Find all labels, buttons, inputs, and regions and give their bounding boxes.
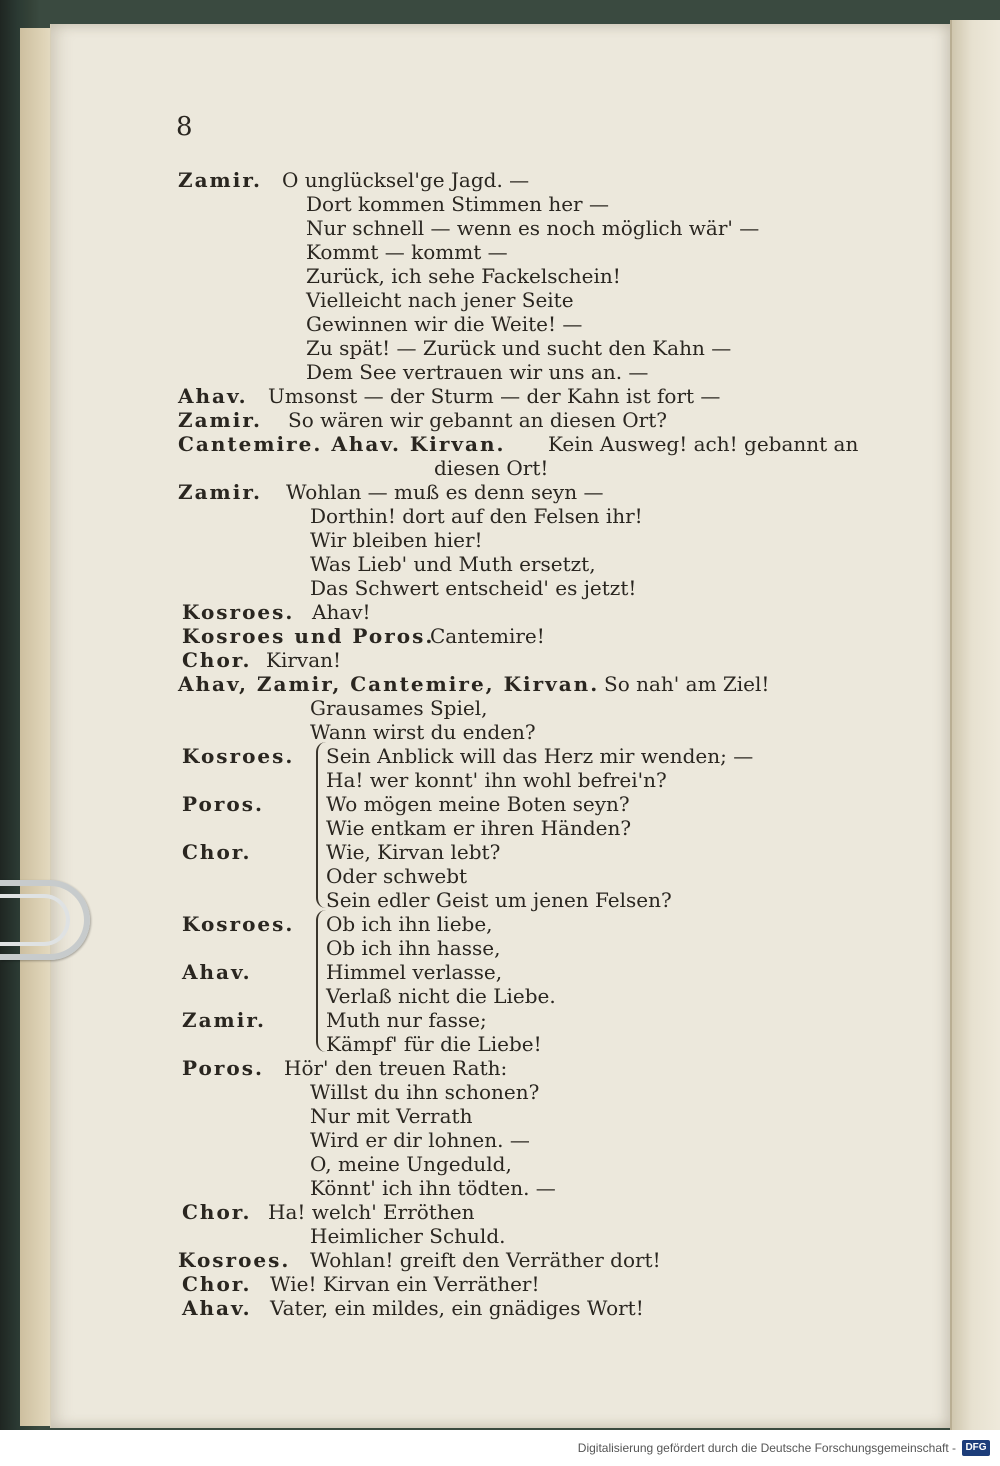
line-11-text: So wären wir gebannt an diesen Ort? <box>288 408 667 432</box>
line-46: Kosroes. <box>178 1248 291 1272</box>
line-6-text: Vielleicht nach jener Seite <box>306 288 574 312</box>
line-16-text: Wir bleiben hier! <box>310 528 483 552</box>
speaker: Zamir. <box>178 168 262 192</box>
line-23-text: Grausames Spiel, <box>310 696 488 720</box>
line-32-text: Ob ich ihn liebe, <box>326 912 493 936</box>
line-26-text: Ha! wer konnt' ihn wohl befrei'n? <box>326 768 667 792</box>
line-10-text: Umsonst — der Sturm — der Kahn ist fort — <box>268 384 721 408</box>
line-20-text: Cantemire! <box>430 624 545 648</box>
page-number: 8 <box>176 112 193 142</box>
line-2-text: Dort kommen Stimmen her — <box>306 192 609 216</box>
line-9-text: Dem See vertrauen wir uns an. — <box>306 360 649 384</box>
line-36: Zamir. <box>182 1008 266 1032</box>
line-28-text: Wie entkam er ihren Händen? <box>326 816 632 840</box>
line-12-text: Kein Ausweg! ach! gebannt an <box>548 432 859 456</box>
line-48: Ahav. <box>182 1296 252 1320</box>
line-14-text: Wohlan — muß es denn seyn — <box>286 480 604 504</box>
footer-credit: Digitalisierung gefördert durch die Deutsche Forschungsgemeinschaft - <box>577 1441 956 1455</box>
line-41-text: Wird er dir lohnen. — <box>310 1128 530 1152</box>
line-1-text: O unglücksel'ge Jagd. — <box>282 168 530 192</box>
line-48-text: Vater, ein mildes, ein gnädiges Wort! <box>270 1296 644 1320</box>
line-38-text: Hör' den treuen Rath: <box>284 1056 508 1080</box>
line-1 <box>178 168 262 192</box>
line-22: Ahav, Zamir, Cantemire, Kirvan. <box>178 672 600 696</box>
line-37-text: Kämpf' für die Liebe! <box>326 1032 542 1056</box>
line-17-text: Was Lieb' und Muth ersetzt, <box>310 552 596 576</box>
line-20: Kosroes und Poros. <box>182 624 435 648</box>
line-39-text: Willst du ihn schonen? <box>310 1080 540 1104</box>
line-29: Chor. <box>182 840 252 864</box>
line-33-text: Ob ich ihn hasse, <box>326 936 501 960</box>
line-30-text: Oder schwebt <box>326 864 468 888</box>
line-27-text: Wo mögen meine Boten seyn? <box>326 792 630 816</box>
line-42-text: O, meine Ungeduld, <box>310 1152 512 1176</box>
line-10: Ahav. <box>178 384 248 408</box>
line-27: Poros. <box>182 792 264 816</box>
line-25-text: Sein Anblick will das Herz mir wenden; — <box>326 744 754 768</box>
line-43-text: Könnt' ich ihn tödten. — <box>310 1176 556 1200</box>
line-32: Kosroes. <box>182 912 295 936</box>
line-31-text: Sein edler Geist um jenen Felsen? <box>326 888 672 912</box>
line-8-text: Zu spät! — Zurück und sucht den Kahn — <box>306 336 732 360</box>
line-3-text: Nur schnell — wenn es noch möglich wär' — <box>306 216 760 240</box>
line-12: Cantemire. Ahav. Kirvan. <box>178 432 506 456</box>
line-44: Chor. <box>182 1200 252 1224</box>
line-38: Poros. <box>182 1056 264 1080</box>
line-18-text: Das Schwert entscheid' es jetzt! <box>310 576 637 600</box>
line-35-text: Verlaß nicht die Liebe. <box>326 984 556 1008</box>
line-24-text: Wann wirst du enden? <box>310 720 536 744</box>
line-40-text: Nur mit Verrath <box>310 1104 473 1128</box>
line-46-text: Wohlan! greift den Verräther dort! <box>310 1248 661 1272</box>
line-29-text: Wie, Kirvan lebt? <box>326 840 501 864</box>
line-34-text: Himmel verlasse, <box>326 960 503 984</box>
line-25: Kosroes. <box>182 744 295 768</box>
line-47: Chor. <box>182 1272 252 1296</box>
line-13-text: diesen Ort! <box>434 456 549 480</box>
line-4-text: Kommt — kommt — <box>306 240 508 264</box>
line-14: Zamir. <box>178 480 262 504</box>
line-11: Zamir. <box>178 408 262 432</box>
line-45-text: Heimlicher Schuld. <box>310 1224 506 1248</box>
line-5-text: Zurück, ich sehe Fackelschein! <box>306 264 621 288</box>
line-21: Chor. <box>182 648 252 672</box>
line-15-text: Dorthin! dort auf den Felsen ihr! <box>310 504 643 528</box>
line-22-text: So nah' am Ziel! <box>604 672 770 696</box>
line-19: Kosroes. <box>182 600 295 624</box>
line-44-text: Ha! welch' Erröthen <box>268 1200 475 1224</box>
line-21-text: Kirvan! <box>266 648 342 672</box>
line-19-text: Ahav! <box>312 600 371 624</box>
line-36-text: Muth nur fasse; <box>326 1008 487 1032</box>
line-34: Ahav. <box>182 960 252 984</box>
line-7-text: Gewinnen wir die Weite! — <box>306 312 583 336</box>
line-47-text: Wie! Kirvan ein Verräther! <box>270 1272 540 1296</box>
dfg-logo-icon: DFG <box>962 1440 990 1456</box>
